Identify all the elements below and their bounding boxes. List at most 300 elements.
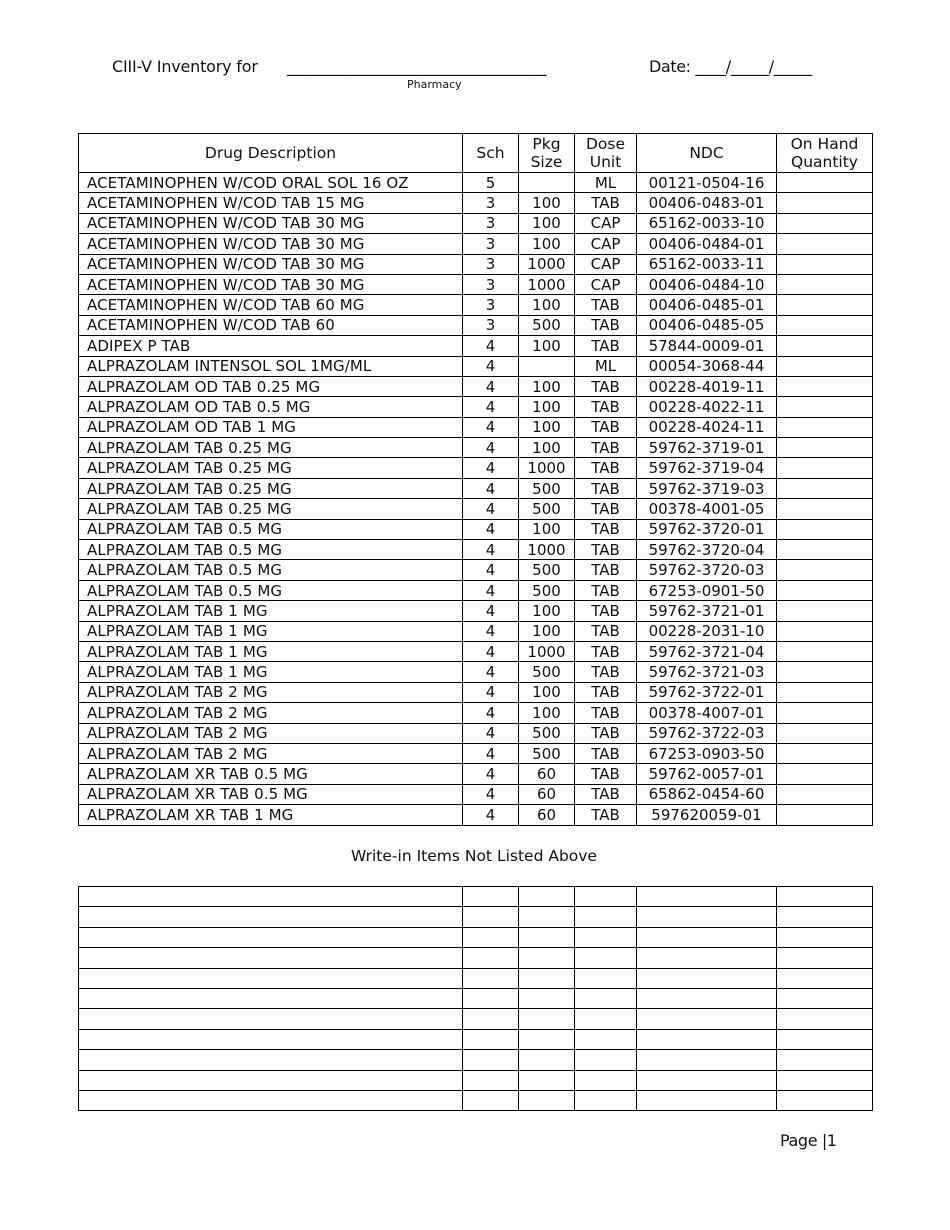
writein-cell-drug-description[interactable] [79,968,463,988]
writein-cell-drug-description[interactable] [79,907,463,927]
cell-dose-unit: TAB [575,580,637,600]
writein-table [78,886,873,1111]
table-row [79,703,873,723]
cell-pkg-size: 100 [519,682,575,702]
cell-on-hand-quantity[interactable] [777,743,873,763]
cell-on-hand-quantity[interactable] [777,417,873,437]
cell-drug-description: ALPRAZOLAM OD TAB 1 MG [79,417,463,437]
cell-dose-unit: CAP [575,274,637,294]
cell-on-hand-quantity[interactable] [777,213,873,233]
cell-pkg-size: 1000 [519,458,575,478]
cell-sch: 4 [463,723,519,743]
pharmacy-name-field[interactable]: ___________________________________ [287,57,547,76]
cell-drug-description: ALPRAZOLAM TAB 0.5 MG [79,560,463,580]
writein-cell-pkg-size[interactable] [519,948,575,968]
cell-drug-description: ACETAMINOPHEN W/COD TAB 30 MG [79,234,463,254]
cell-on-hand-quantity[interactable] [777,336,873,356]
writein-cell-pkg-size[interactable] [519,1050,575,1070]
writein-row [79,948,873,968]
cell-pkg-size: 100 [519,519,575,539]
writein-cell-ndc[interactable] [637,1070,777,1090]
cell-drug-description: ALPRAZOLAM TAB 0.25 MG [79,499,463,519]
cell-pkg-size: 100 [519,336,575,356]
cell-dose-unit: TAB [575,560,637,580]
writein-cell-ndc[interactable] [637,907,777,927]
cell-ndc: 59762-3719-01 [637,438,777,458]
writein-cell-on-hand-quantity[interactable] [777,887,873,907]
table-row [79,499,873,519]
cell-on-hand-quantity[interactable] [777,193,873,213]
cell-on-hand-quantity[interactable] [777,682,873,702]
cell-sch: 4 [463,356,519,376]
cell-ndc: 00406-0484-10 [637,274,777,294]
column-header-on-hand-quantity: On Hand Quantity [777,134,873,173]
writein-cell-dose-unit[interactable] [575,1050,637,1070]
cell-sch: 4 [463,601,519,621]
cell-ndc: 65162-0033-10 [637,213,777,233]
cell-pkg-size [519,173,575,193]
writein-cell-dose-unit[interactable] [575,927,637,947]
cell-sch: 3 [463,254,519,274]
cell-ndc: 00406-0484-01 [637,234,777,254]
writein-cell-drug-description[interactable] [79,927,463,947]
cell-pkg-size: 500 [519,499,575,519]
cell-drug-description: ALPRAZOLAM XR TAB 0.5 MG [79,764,463,784]
cell-dose-unit: TAB [575,295,637,315]
cell-ndc: 59762-0057-01 [637,764,777,784]
writein-cell-sch[interactable] [463,1070,519,1090]
writein-cell-ndc[interactable] [637,927,777,947]
writein-cell-drug-description[interactable] [79,988,463,1008]
writein-cell-dose-unit[interactable] [575,1009,637,1029]
writein-row [79,1009,873,1029]
writein-row [79,1090,873,1110]
writein-cell-ndc[interactable] [637,887,777,907]
form-title-text: CIII-V Inventory for [112,57,258,76]
cell-sch: 4 [463,662,519,682]
cell-dose-unit: TAB [575,397,637,417]
writein-row [79,1070,873,1090]
cell-ndc: 67253-0903-50 [637,743,777,763]
cell-pkg-size: 500 [519,580,575,600]
writein-cell-pkg-size[interactable] [519,1090,575,1110]
writein-cell-pkg-size[interactable] [519,988,575,1008]
cell-on-hand-quantity[interactable] [777,397,873,417]
cell-pkg-size: 60 [519,784,575,804]
cell-ndc: 59762-3720-03 [637,560,777,580]
cell-on-hand-quantity[interactable] [777,764,873,784]
cell-pkg-size [519,356,575,376]
cell-sch: 4 [463,478,519,498]
cell-on-hand-quantity[interactable] [777,519,873,539]
cell-on-hand-quantity[interactable] [777,295,873,315]
cell-drug-description: ALPRAZOLAM TAB 0.5 MG [79,519,463,539]
cell-pkg-size: 1000 [519,641,575,661]
cell-on-hand-quantity[interactable] [777,254,873,274]
cell-on-hand-quantity[interactable] [777,560,873,580]
cell-ndc: 00406-0485-01 [637,295,777,315]
cell-drug-description: ALPRAZOLAM TAB 1 MG [79,641,463,661]
writein-cell-drug-description[interactable] [79,948,463,968]
writein-cell-ndc[interactable] [637,968,777,988]
cell-drug-description: ALPRAZOLAM TAB 0.5 MG [79,540,463,560]
cell-drug-description: ALPRAZOLAM TAB 1 MG [79,601,463,621]
cell-sch: 4 [463,458,519,478]
cell-dose-unit: TAB [575,417,637,437]
cell-drug-description: ACETAMINOPHEN W/COD TAB 60 MG [79,295,463,315]
table-row [79,540,873,560]
cell-dose-unit: TAB [575,682,637,702]
writein-cell-sch[interactable] [463,907,519,927]
writein-section-title [0,847,950,865]
table-row [79,601,873,621]
table-header-row [79,134,873,173]
cell-sch: 4 [463,376,519,396]
cell-pkg-size: 100 [519,295,575,315]
writein-cell-on-hand-quantity[interactable] [777,968,873,988]
cell-pkg-size: 100 [519,417,575,437]
writein-cell-ndc[interactable] [637,1029,777,1049]
cell-ndc: 67253-0901-50 [637,580,777,600]
cell-drug-description: ALPRAZOLAM TAB 0.25 MG [79,458,463,478]
cell-ndc: 597620059-01 [637,805,777,825]
cell-ndc: 00378-4007-01 [637,703,777,723]
writein-cell-dose-unit[interactable] [575,1090,637,1110]
cell-dose-unit: TAB [575,540,637,560]
cell-sch: 4 [463,580,519,600]
cell-pkg-size: 100 [519,438,575,458]
table-row [79,641,873,661]
cell-ndc: 59762-3721-04 [637,641,777,661]
table-row [79,560,873,580]
cell-on-hand-quantity[interactable] [777,540,873,560]
cell-ndc: 65862-0454-60 [637,784,777,804]
table-row [79,356,873,376]
writein-cell-drug-description[interactable] [79,1029,463,1049]
writein-cell-pkg-size[interactable] [519,1009,575,1029]
cell-sch: 5 [463,173,519,193]
writein-cell-on-hand-quantity[interactable] [777,1070,873,1090]
cell-drug-description: ALPRAZOLAM TAB 1 MG [79,621,463,641]
inventory-table-body [79,173,873,826]
cell-drug-description: ACETAMINOPHEN W/COD TAB 30 MG [79,254,463,274]
form-title [112,57,258,76]
writein-cell-on-hand-quantity[interactable] [777,907,873,927]
table-row [79,519,873,539]
writein-cell-dose-unit[interactable] [575,1029,637,1049]
cell-sch: 4 [463,417,519,437]
cell-pkg-size: 60 [519,805,575,825]
writein-row [79,907,873,927]
page-number: Page |1 [780,1131,837,1150]
cell-dose-unit: CAP [575,213,637,233]
table-row [79,621,873,641]
cell-drug-description: ALPRAZOLAM TAB 0.5 MG [79,580,463,600]
writein-cell-sch[interactable] [463,1090,519,1110]
cell-dose-unit: TAB [575,662,637,682]
cell-sch: 4 [463,336,519,356]
cell-pkg-size: 100 [519,193,575,213]
cell-sch: 4 [463,682,519,702]
cell-drug-description: ALPRAZOLAM TAB 2 MG [79,703,463,723]
writein-table-body [79,887,873,1111]
table-row [79,173,873,193]
writein-row [79,887,873,907]
cell-ndc: 59762-3720-01 [637,519,777,539]
table-row [79,438,873,458]
writein-cell-sch[interactable] [463,1009,519,1029]
cell-dose-unit: TAB [575,764,637,784]
table-row [79,662,873,682]
table-row [79,254,873,274]
writein-cell-pkg-size[interactable] [519,907,575,927]
writein-cell-sch[interactable] [463,1029,519,1049]
writein-cell-drug-description[interactable] [79,1090,463,1110]
cell-pkg-size: 500 [519,662,575,682]
writein-cell-on-hand-quantity[interactable] [777,1090,873,1110]
cell-on-hand-quantity[interactable] [777,274,873,294]
cell-dose-unit: TAB [575,601,637,621]
cell-sch: 3 [463,295,519,315]
table-row [79,805,873,825]
cell-sch: 4 [463,703,519,723]
column-header-ndc: NDC [637,134,777,173]
cell-sch: 4 [463,805,519,825]
writein-cell-on-hand-quantity[interactable] [777,1050,873,1070]
writein-row [79,1029,873,1049]
table-row [79,234,873,254]
cell-ndc: 00406-0485-05 [637,315,777,335]
writein-cell-dose-unit[interactable] [575,968,637,988]
column-header-pkg-size: Pkg Size [519,134,575,173]
cell-ndc: 59762-3720-04 [637,540,777,560]
writein-cell-dose-unit[interactable] [575,1070,637,1090]
table-row [79,764,873,784]
cell-ndc: 00228-4022-11 [637,397,777,417]
cell-sch: 4 [463,519,519,539]
cell-dose-unit: TAB [575,458,637,478]
cell-on-hand-quantity[interactable] [777,641,873,661]
inventory-table [78,133,873,826]
cell-pkg-size: 100 [519,376,575,396]
writein-cell-ndc[interactable] [637,1009,777,1029]
cell-pkg-size: 1000 [519,540,575,560]
cell-sch: 4 [463,499,519,519]
cell-pkg-size: 1000 [519,254,575,274]
cell-on-hand-quantity[interactable] [777,784,873,804]
writein-cell-dose-unit[interactable] [575,948,637,968]
cell-ndc: 59762-3722-01 [637,682,777,702]
cell-drug-description: ALPRAZOLAM TAB 1 MG [79,662,463,682]
cell-drug-description: ALPRAZOLAM XR TAB 1 MG [79,805,463,825]
writein-cell-pkg-size[interactable] [519,887,575,907]
cell-sch: 4 [463,641,519,661]
date-field[interactable]: Date: ____/_____/_____ [649,57,812,76]
cell-dose-unit: TAB [575,499,637,519]
cell-ndc: 00228-2031-10 [637,621,777,641]
cell-on-hand-quantity[interactable] [777,173,873,193]
table-row [79,743,873,763]
cell-drug-description: ACETAMINOPHEN W/COD TAB 30 MG [79,274,463,294]
cell-on-hand-quantity[interactable] [777,703,873,723]
cell-drug-description: ADIPEX P TAB [79,336,463,356]
cell-ndc: 59762-3719-03 [637,478,777,498]
cell-sch: 3 [463,315,519,335]
cell-pkg-size: 1000 [519,274,575,294]
cell-drug-description: ALPRAZOLAM OD TAB 0.5 MG [79,397,463,417]
cell-on-hand-quantity[interactable] [777,662,873,682]
column-header-dose-unit: Dose Unit [575,134,637,173]
cell-drug-description: ALPRAZOLAM TAB 0.25 MG [79,478,463,498]
table-row [79,193,873,213]
writein-cell-dose-unit[interactable] [575,907,637,927]
cell-on-hand-quantity[interactable] [777,478,873,498]
writein-cell-sch[interactable] [463,887,519,907]
column-header-drug-description: Drug Description [79,134,463,173]
cell-ndc: 00054-3068-44 [637,356,777,376]
writein-cell-pkg-size[interactable] [519,927,575,947]
cell-pkg-size: 500 [519,743,575,763]
cell-on-hand-quantity[interactable] [777,234,873,254]
cell-on-hand-quantity[interactable] [777,805,873,825]
cell-drug-description: ACETAMINOPHEN W/COD TAB 60 [79,315,463,335]
cell-on-hand-quantity[interactable] [777,601,873,621]
cell-pkg-size: 100 [519,213,575,233]
writein-cell-dose-unit[interactable] [575,988,637,1008]
cell-ndc: 00228-4024-11 [637,417,777,437]
cell-dose-unit: TAB [575,641,637,661]
cell-on-hand-quantity[interactable] [777,580,873,600]
cell-sch: 4 [463,540,519,560]
cell-dose-unit: ML [575,173,637,193]
writein-cell-on-hand-quantity[interactable] [777,927,873,947]
writein-cell-ndc[interactable] [637,948,777,968]
cell-on-hand-quantity[interactable] [777,723,873,743]
cell-ndc: 00406-0483-01 [637,193,777,213]
table-row [79,458,873,478]
cell-on-hand-quantity[interactable] [777,458,873,478]
cell-sch: 3 [463,234,519,254]
writein-cell-on-hand-quantity[interactable] [777,1029,873,1049]
column-header-sch: Sch [463,134,519,173]
writein-cell-ndc[interactable] [637,1050,777,1070]
cell-on-hand-quantity[interactable] [777,376,873,396]
writein-cell-ndc[interactable] [637,988,777,1008]
writein-cell-sch[interactable] [463,968,519,988]
writein-row [79,1050,873,1070]
cell-drug-description: ALPRAZOLAM TAB 2 MG [79,682,463,702]
cell-sch: 4 [463,784,519,804]
writein-cell-on-hand-quantity[interactable] [777,988,873,1008]
cell-ndc: 00228-4019-11 [637,376,777,396]
cell-ndc: 65162-0033-11 [637,254,777,274]
cell-drug-description: ALPRAZOLAM TAB 0.25 MG [79,438,463,458]
writein-cell-pkg-size[interactable] [519,1070,575,1090]
cell-dose-unit: CAP [575,254,637,274]
writein-cell-pkg-size[interactable] [519,1029,575,1049]
cell-pkg-size: 100 [519,397,575,417]
writein-cell-pkg-size[interactable] [519,968,575,988]
table-row [79,417,873,437]
writein-cell-ndc[interactable] [637,1090,777,1110]
cell-dose-unit: TAB [575,743,637,763]
cell-ndc: 59762-3721-01 [637,601,777,621]
table-row [79,213,873,233]
cell-on-hand-quantity[interactable] [777,499,873,519]
writein-row [79,927,873,947]
cell-on-hand-quantity[interactable] [777,438,873,458]
writein-cell-on-hand-quantity[interactable] [777,948,873,968]
table-row [79,376,873,396]
cell-pkg-size: 500 [519,723,575,743]
cell-ndc: 59762-3722-03 [637,723,777,743]
cell-dose-unit: TAB [575,315,637,335]
cell-ndc: 59762-3719-04 [637,458,777,478]
table-row [79,580,873,600]
cell-dose-unit: TAB [575,805,637,825]
table-row [79,274,873,294]
cell-dose-unit: TAB [575,621,637,641]
cell-pkg-size: 100 [519,621,575,641]
cell-pkg-size: 60 [519,764,575,784]
cell-dose-unit: TAB [575,478,637,498]
table-row [79,295,873,315]
pharmacy-caption: Pharmacy [407,78,462,91]
cell-dose-unit: CAP [575,234,637,254]
cell-pkg-size: 500 [519,478,575,498]
cell-drug-description: ALPRAZOLAM TAB 2 MG [79,743,463,763]
cell-dose-unit: TAB [575,438,637,458]
writein-cell-sch[interactable] [463,1050,519,1070]
writein-cell-sch[interactable] [463,948,519,968]
writein-cell-drug-description[interactable] [79,1009,463,1029]
cell-sch: 3 [463,274,519,294]
cell-drug-description: ALPRAZOLAM TAB 2 MG [79,723,463,743]
cell-pkg-size: 500 [519,315,575,335]
writein-title-text: Write-in Items Not Listed Above [351,847,597,865]
writein-cell-sch[interactable] [463,927,519,947]
cell-ndc: 00121-0504-16 [637,173,777,193]
cell-sch: 4 [463,743,519,763]
cell-dose-unit: TAB [575,376,637,396]
cell-sch: 3 [463,213,519,233]
cell-on-hand-quantity[interactable] [777,356,873,376]
cell-dose-unit: TAB [575,193,637,213]
writein-cell-dose-unit[interactable] [575,887,637,907]
writein-cell-sch[interactable] [463,988,519,1008]
table-row [79,784,873,804]
cell-drug-description: ACETAMINOPHEN W/COD TAB 30 MG [79,213,463,233]
table-row [79,723,873,743]
cell-pkg-size: 500 [519,560,575,580]
writein-cell-drug-description[interactable] [79,887,463,907]
cell-on-hand-quantity[interactable] [777,621,873,641]
cell-dose-unit: TAB [575,703,637,723]
cell-dose-unit: TAB [575,519,637,539]
writein-cell-drug-description[interactable] [79,1070,463,1090]
cell-dose-unit: TAB [575,784,637,804]
writein-cell-on-hand-quantity[interactable] [777,1009,873,1029]
cell-sch: 4 [463,621,519,641]
writein-cell-drug-description[interactable] [79,1050,463,1070]
cell-dose-unit: TAB [575,723,637,743]
table-row [79,336,873,356]
cell-ndc: 00378-4001-05 [637,499,777,519]
cell-pkg-size: 100 [519,703,575,723]
table-row [79,478,873,498]
table-row [79,682,873,702]
cell-on-hand-quantity[interactable] [777,315,873,335]
